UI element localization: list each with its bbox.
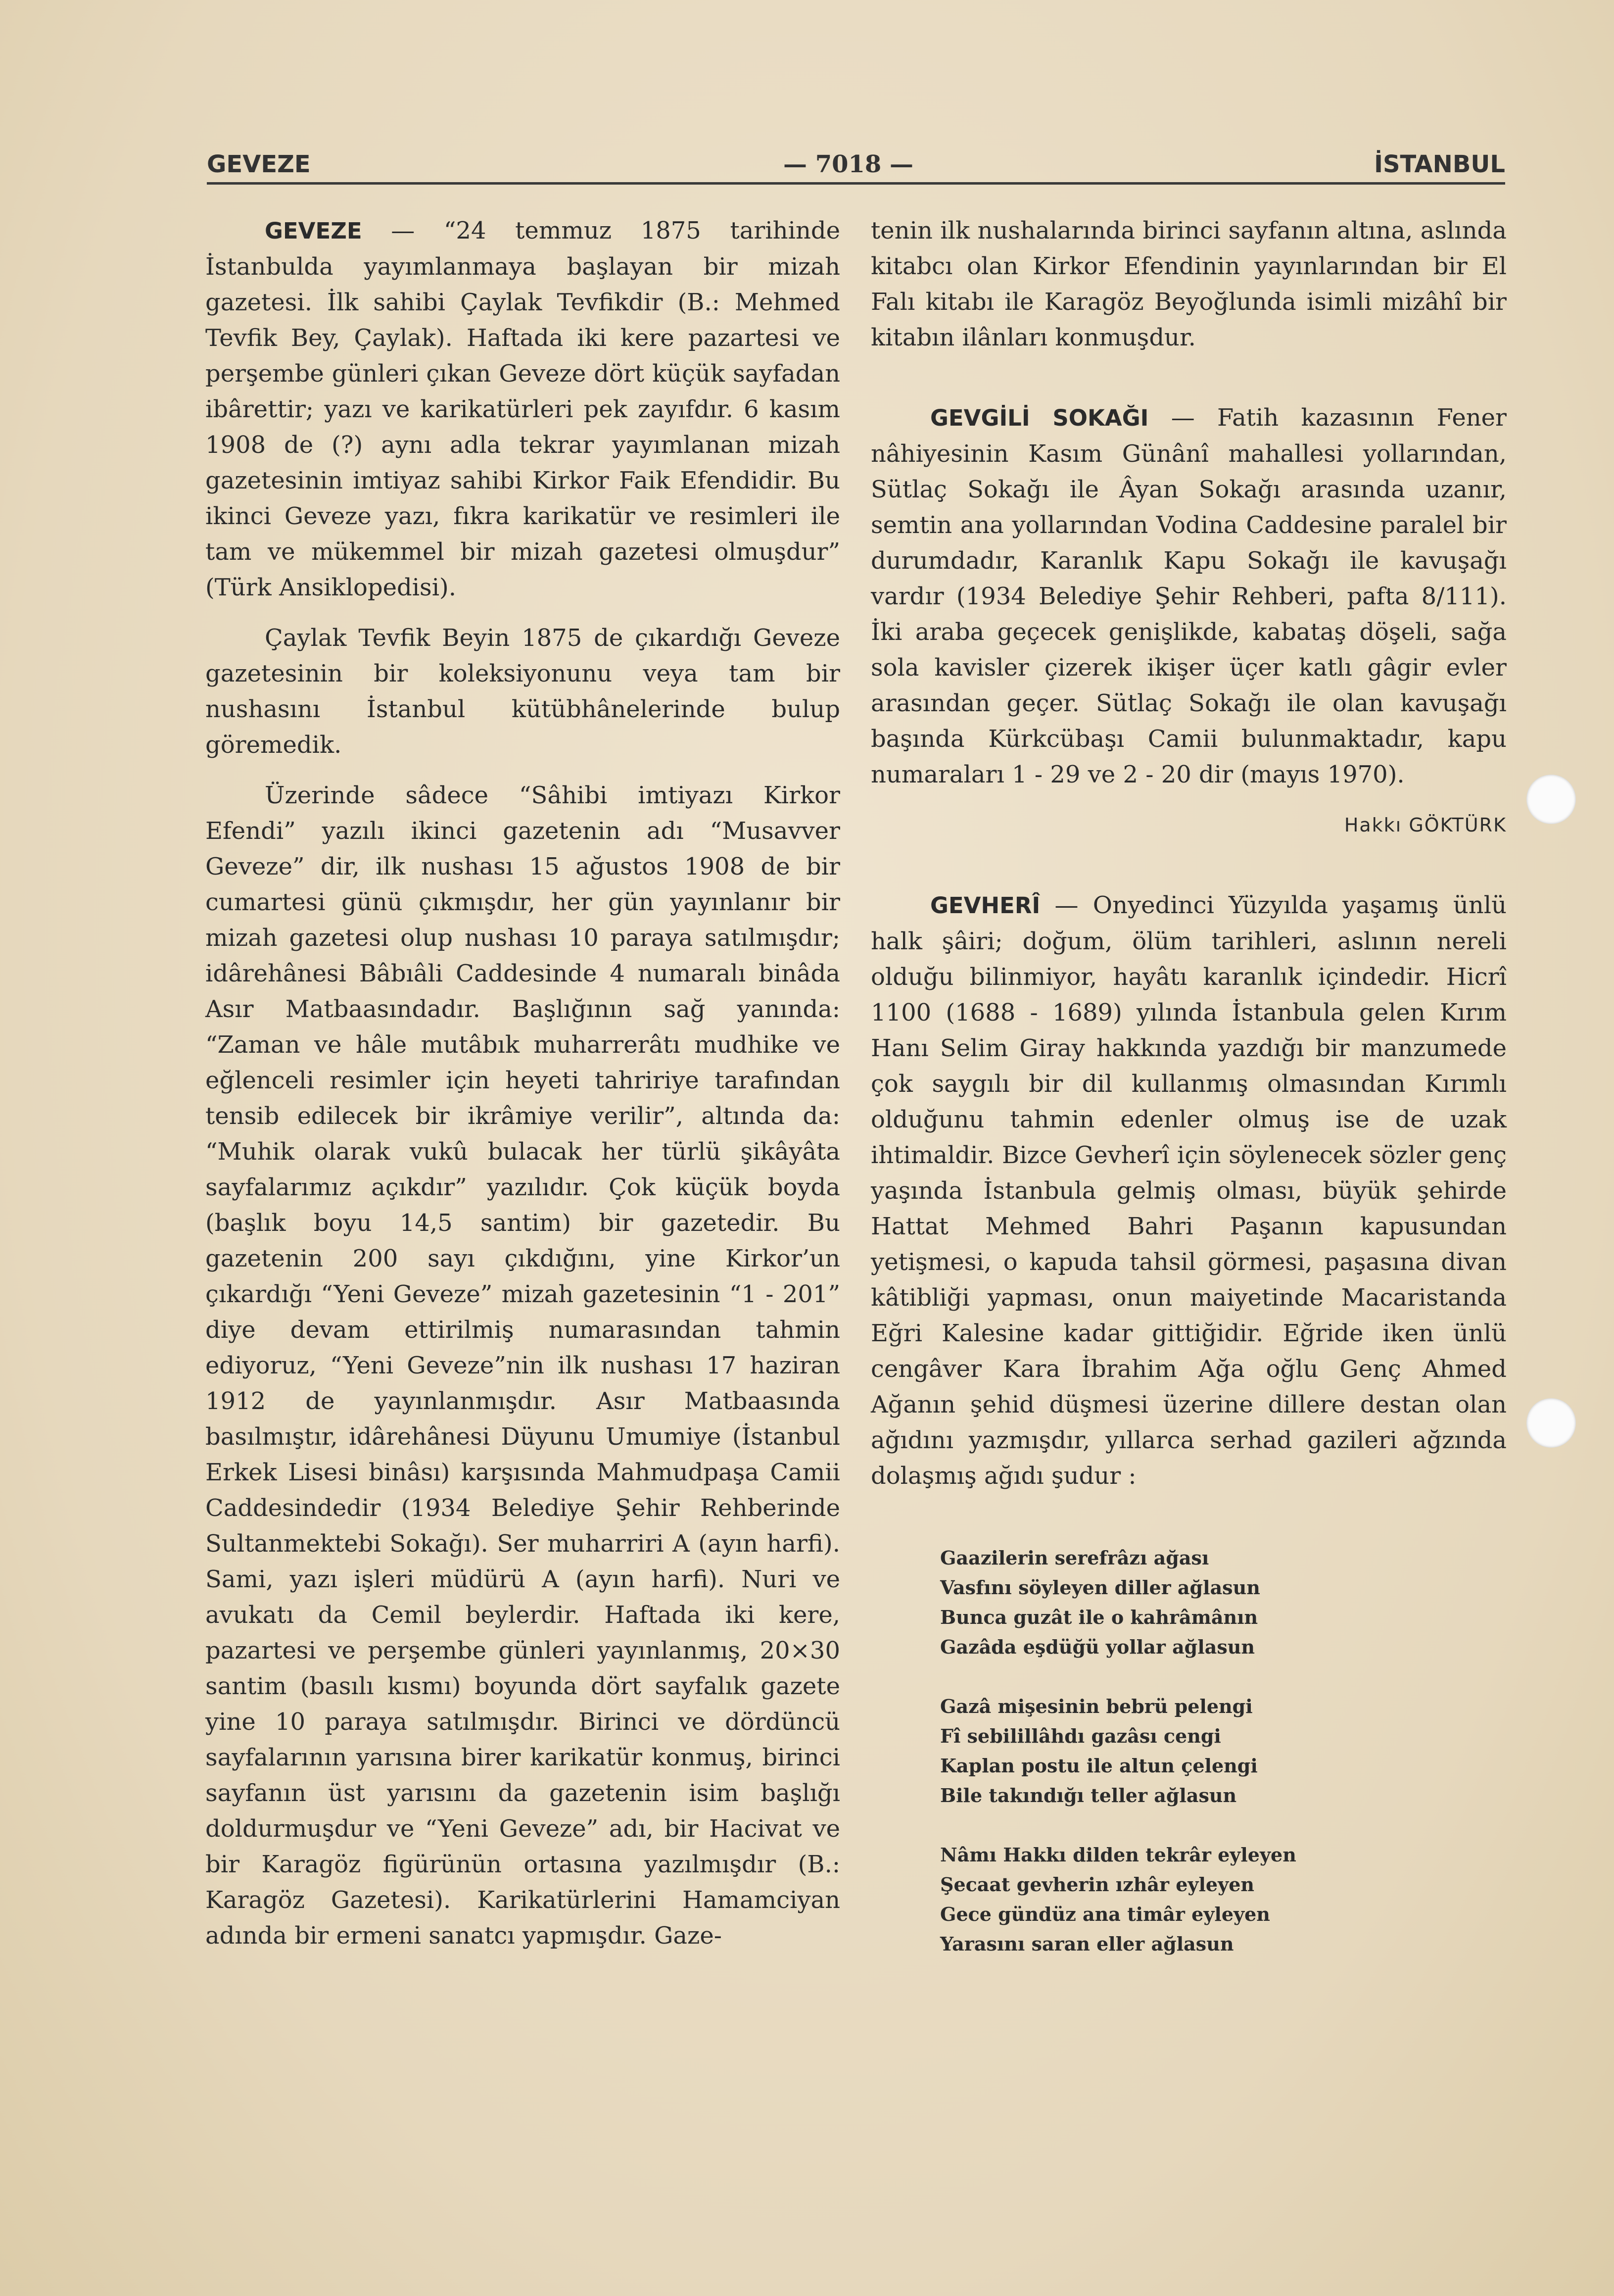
poem-line: Gaazilerin serefrâzı ağası	[940, 1547, 1209, 1569]
poem-stanza	[940, 1692, 1507, 1810]
poem-line: Şecaat gevherin ızhâr eyleyen	[940, 1873, 1254, 1896]
poem-line: Vasfını söyleyen diller ağlasun	[940, 1576, 1260, 1599]
paragraph: Üzerinde sâdece “Sâhibi imtiyazı Kirkor Efendi” yazılı ikinci gazetenin adı “Musavver Geveze” dir, ilk nushası 15 ağustos 1908 de bir cumartesi günü çıkmışdır, her gün yayınlanır bir mizah gazetesi olup nushası 10 paraya satılmışdır; idârehânesi Bâbıâli Caddesinde 4 numaralı binâda Asır Matbaasındadır. Başlığının sağ yanında: “Zaman ve hâle mutâbık muharrerâtı mudhike ve eğlenceli resimler için heyeti tahririye tarafından tensib edilecek bir ikrâmiye verilir”, altında da: “Muhik olarak vukû bulacak her türlü şikâyâta sayfalarımız açıkdır” yazılıdır. Çok küçük boyda (başlık boyu 14,5 santim) bir gazetedir. Bu gazetenin 200 sayı çıkdığını, yine Kirkor’un çıkardığı “Yeni Geveze” mizah gazetesinin “1 - 201” diye devam ettirilmiş numarasından tahmin ediyoruz, “Yeni Geveze”nin ilk nushası 17 haziran 1912 de yayınlanmışdır. Asır Matbaasında basılmıştır, idârehânesi Düyunu Umumiye (İstanbul Erkek Lisesi binâsı) karşısında Mahmudpaşa Camii Caddesindedir (1934 Belediye Şehir Rehberinde Sultanmektebi Sokağı). Ser muharriri A (ayın harfi). Sami, yazı işleri müdürü A (ayın harfi). Nuri ve avukatı da Cemil beylerdir. Haftada iki kere, pazartesi ve perşembe günleri yayınlanmış, 20×30 santim (basılı kısmı) boyunda dört sayfalık gazete yine 10 paraya satılmışdır. Birinci ve dördüncü sayfalarının yarısına birer karikatür konmuş, birinci sayfanın üst yarısını da gazetenin isim başlığı doldurmuşdur ve “Yeni Geveze” adı, bir Hacivat ve bir Karagöz figürünün ortasına yazılmışdır (B.: Karagöz Gazetesi). Karikatürlerini Hamamciyan adında bir ermeni sanatcı yapmışdır. Gaze-	[205, 782, 840, 1950]
entry-gevgili-sokagi	[871, 400, 1507, 792]
entry-geveze	[205, 213, 840, 605]
poem	[940, 1543, 1507, 1959]
poem-line: Nâmı Hakkı dilden tekrâr eyleyen	[940, 1844, 1296, 1866]
header-rule	[207, 182, 1505, 185]
paragraph-continued: tenin ilk nushalarında birinci sayfanın altına, aslında kitabcı olan Kirkor Efendinin yayınlarından bir El Falı kitabı ile Karagöz Beyoğlunda isimli mizâhî bir kitabın ilânları konmuşdur.	[871, 217, 1507, 351]
entry-term: GEVHERÎ	[930, 892, 1041, 919]
right-column	[871, 213, 1507, 1989]
poem-line: Gazâ mişesinin bebrü pelengi	[940, 1695, 1253, 1717]
poem-line: Yarasını saran eller ağlasun	[940, 1933, 1234, 1955]
punch-hole	[1526, 1398, 1576, 1448]
poem-line: Kaplan postu ile altun çelengi	[940, 1755, 1258, 1777]
left-column	[205, 213, 840, 1968]
running-header	[207, 144, 1505, 183]
punch-hole	[1526, 775, 1576, 824]
entry-term: GEVGİLİ SOKAĞI	[930, 405, 1149, 431]
entry-text: — Fatih kazasının Fener nâhiyesinin Kasım Günânî mahallesi yollarından, Sütlaç Sokağı ile Âyan Sokağı arasında uzanır, semtin ana yollarından Vodina Caddesine paralel bir durumdadır, Karanlık Kapu Sokağı ile kavuşağı vardır (1934 Belediye Şehir Rehberi, pafta 8/111). İki araba geçecek genişlikde, kabataş döşeli, sağa sola kavisler çizerek ikişer üçer katlı gâgir evler arasından geçer. Sütlaç Sokağı ile olan kavuşağı başında Kürkcübaşı Camii bulunmaktadır, kapu numaraları 1 - 29 ve 2 - 20 dir (mayıs 1970).	[871, 404, 1507, 788]
entry-text: — “24 temmuz 1875 tarihinde İstanbulda yayımlanmaya başlayan bir mizah gazetesi. İlk sahibi Çaylak Tevfikdir (B.: Mehmed Tevfik Bey, Çaylak). Haftada iki kere pazartesi ve perşembe günleri çıkan Geveze dört küçük sayfadan ibârettir; yazı ve karikatürleri pek zayıfdır. 6 kasım 1908 de (?) aynı adla tekrar yayımlanan mizah gazetesinin imtiyaz sahibi Kirkor Faik Efendidir. Bu ikinci Geveze yazı, fıkra karikatür ve resimleri ile tam ve mükemmel bir mizah gazetesi olmuşdur” (Türk Ansiklopedisi).	[205, 217, 840, 601]
poem-line: Bile takındığı teller ağlasun	[940, 1784, 1237, 1807]
poem-stanza	[940, 1840, 1507, 1959]
entry-gevheri	[871, 887, 1507, 1494]
paragraph: Çaylak Tevfik Beyin 1875 de çıkardığı Geveze gazetesinin bir koleksiyonunu veya tam bir nushasını İstanbul kütübhânelerinde bulup göremedik.	[205, 624, 840, 759]
poem-line: Gece gündüz ana timâr eyleyen	[940, 1903, 1270, 1925]
entry-text: — Onyedinci Yüzyılda yaşamış ünlü halk şâiri; doğum, ölüm tarihleri, aslının nereli olduğu bilinmiyor, hayâtı karanlık içindedir. Hicrî 1100 (1688 - 1689) yılında İstanbula gelen Kırım Hanı Selim Giray hakkında yazdığı bir manzumede çok saygılı bir dil kullanmış olmasından Kırımlı olduğunu tahmin edenler olmuş ise de uzak ihtimaldir. Bizce Gevherî için söylenecek sözler genç yaşında İstanbula gelmiş olması, büyük şehirde Hattat Mehmed Bahri Paşanın kapusundan yetişmesi, o kapuda tahsil görmesi, paşasına divan kâtibliği yapması, onun maiyetinde Macaristanda Eğri Kalesine kadar gittiğidir. Eğride iken ünlü cengâver Kara İbrahim Ağa oğlu Genç Ahmed Ağanın şehid düşmesi üzerine dillere destan olan ağıdını yazmışdır, yıllarca serhad gazileri ağzında dolaşmış ağıdı şudur :	[871, 891, 1507, 1490]
header-right: İSTANBUL	[1374, 150, 1505, 178]
author-signature: Hakkı GÖKTÜRK	[1344, 814, 1507, 836]
poem-line: Fî sebilillâhdı gazâsı cengi	[940, 1725, 1221, 1747]
page-number: — 7018 —	[783, 150, 914, 178]
entry-term: GEVEZE	[265, 218, 362, 244]
poem-line: Gazâda eşdüğü yollar ağlasun	[940, 1636, 1255, 1658]
poem-stanza	[940, 1543, 1507, 1662]
header-left: GEVEZE	[207, 150, 311, 178]
poem-line: Bunca guzât ile o kahrâmânın	[940, 1606, 1258, 1628]
